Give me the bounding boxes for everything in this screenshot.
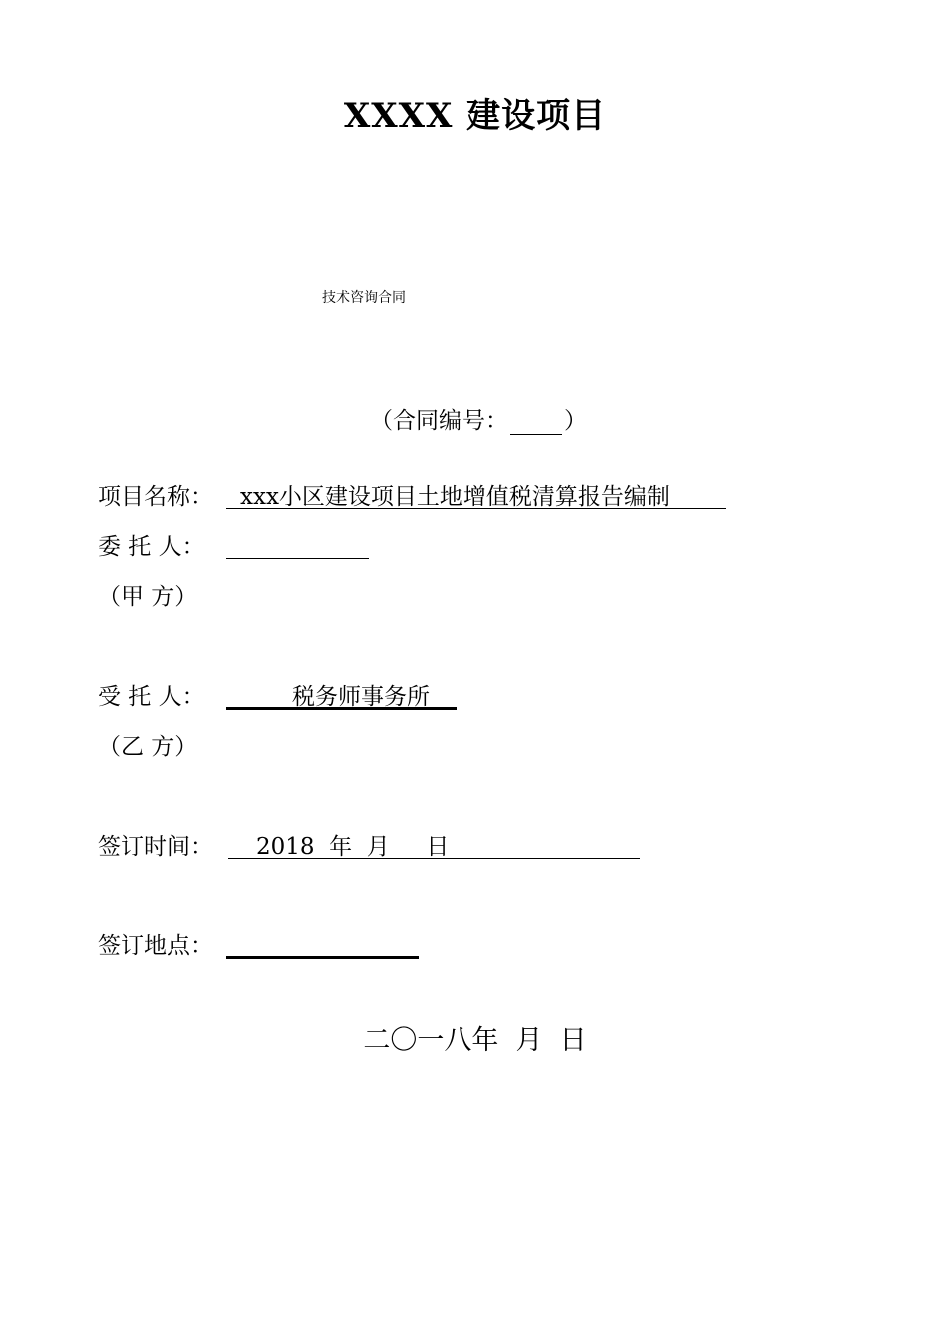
contract-number-line [370,402,587,435]
client-label: 委 托 人： [98,534,205,560]
document-title: XXXX 建设项目 [343,96,607,136]
contractor-label: 受 托 人： [98,684,205,710]
contract-number-prefix: （合同编号： [370,408,508,434]
sign-time-underline [228,858,640,859]
contract-number-suffix: ） [564,408,587,434]
project-name-label: 项目名称： [98,484,213,510]
client-underline [226,558,369,559]
contractor-value: 税务师事务所 [292,684,430,710]
document-subtitle: 技术咨询合同 [322,290,406,306]
client-party-note: （甲 方） [98,584,198,610]
sign-time-value: 2018 年 月 日 [256,834,450,860]
project-name-value: xxx小区建设项目土地增值税清算报告编制 [240,484,670,510]
contract-number-blank [510,404,562,435]
sign-time-label: 签订时间： [98,834,213,860]
sign-place-label: 签订地点： [98,933,213,959]
project-name-underline [226,508,726,509]
contractor-underline [226,707,457,710]
contractor-party-note: （乙 方） [98,734,198,760]
sign-place-underline [226,956,419,959]
footer-date: 二〇一八年 月 日 [363,1025,587,1056]
